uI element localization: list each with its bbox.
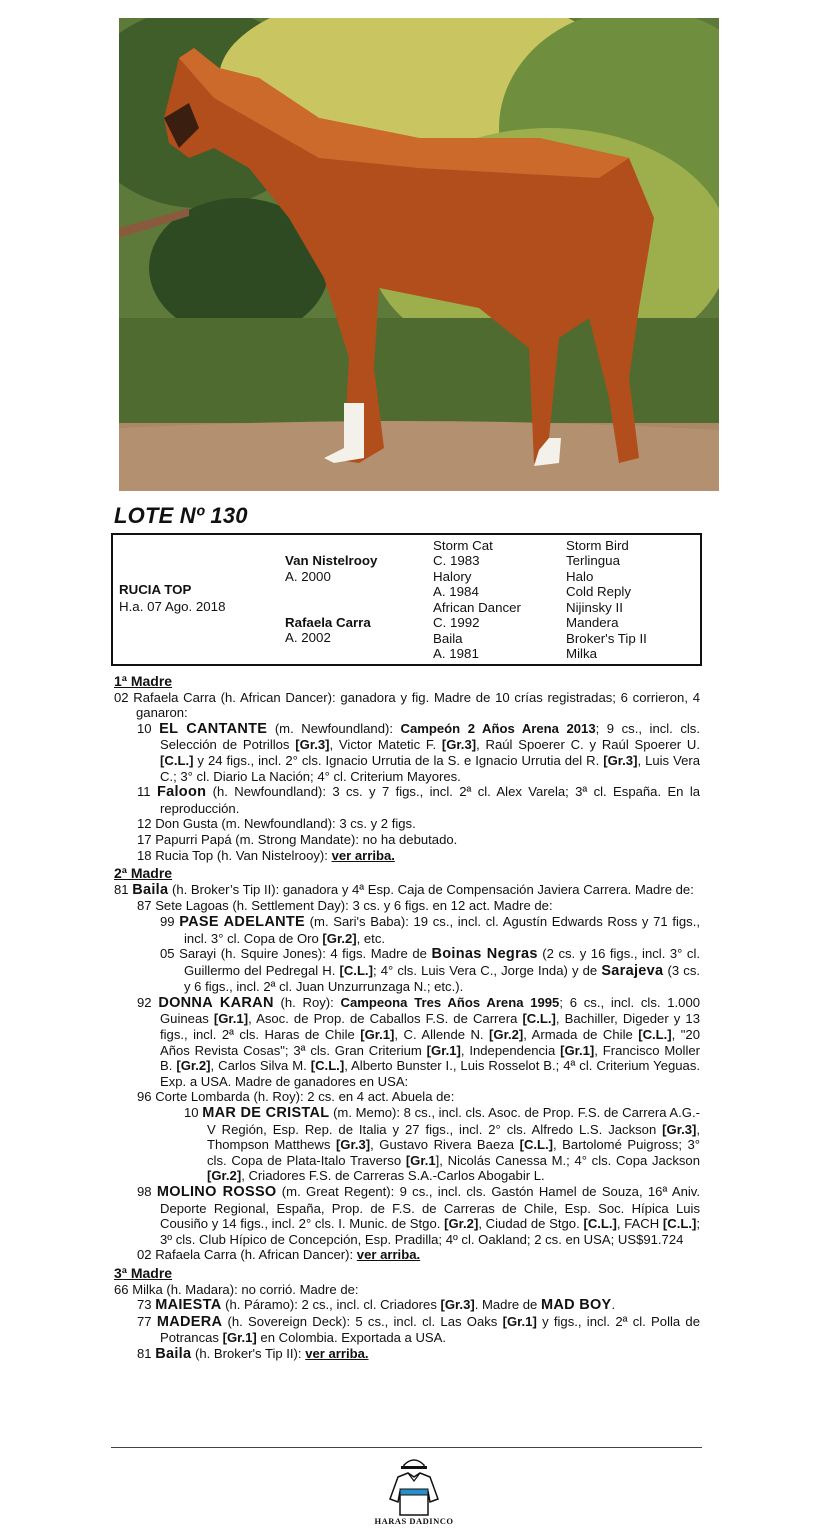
gp1-name: Storm Cat: [433, 538, 493, 553]
dam-entry: 81 Baila (h. Broker’s Tip II): ganadora y 4ª Esp. Caja de Compensación Javiera Carrera. Madre de:: [114, 881, 694, 898]
dam-name: Rafaela Carra: [285, 615, 371, 630]
produce-entry: 77 MADERA (h. Sovereign Deck): 5 cs., incl. cl. Las Oaks [Gr.1] y figs., incl. 2ª cl. Polla de Potrancas [Gr.1] en Colombia. Exportada a USA.: [137, 1313, 700, 1346]
pedigree-table: [111, 533, 702, 666]
footer-divider: [111, 1447, 702, 1448]
produce-entry: 17 Papurri Papá (m. Strong Mandate): no ha debutado.: [137, 831, 458, 847]
ggp-name: Milka: [566, 646, 598, 661]
ggp-name: Broker's Tip II: [566, 631, 647, 646]
sire-name: Van Nistelrooy: [285, 553, 378, 568]
ggp-name: Terlingua: [566, 553, 620, 568]
produce-entry: 92 DONNA KARAN (h. Roy): Campeona Tres Años Arena 1995; 6 cs., incl. cls. 1.000 Guineas [Gr.1], Asoc. de Prop. de Caballos F.S. de Carrera [C.L.], Bachiller, Digeder y 13 figs., incl. 2ª cls. Haras de Chile [Gr.1], C. Allende N. [Gr.2], Armada de Chile [C.L.], "20 Años Revista Cosas"; 3ª cls. Gran Criterium [Gr.1], Independencia [Gr.1], Francisco Moller B. [Gr.2], Carlos Silva M. [C.L.], Alberto Bunster I., Luis Rosselot B.; 4ª cl. Criterium Yeguas. Exp. a USA. Madre de ganadores en USA:: [137, 994, 701, 1089]
ggp-name: Nijinsky II: [566, 600, 623, 615]
horse-photo: [119, 18, 719, 491]
ggp-name: Cold Reply: [566, 584, 632, 599]
catalog-body: [114, 671, 700, 1363]
dam-entry: 66 Milka (h. Madara): no corrió. Madre de:: [114, 1281, 359, 1297]
gp2-year: A. 1984: [433, 584, 479, 599]
produce-entry: 12 Don Gusta (m. Newfoundland): 3 cs. y 2 figs.: [137, 816, 416, 832]
produce-entry: 10 EL CANTANTE (m. Newfoundland): Campeón 2 Años Arena 2013; 9 cs., incl. cls. Selección de Potrillos [Gr.3], Victor Matetic F. [Gr.3], Raúl Spoerer C. y Raúl Spoerer U. [C.L.] y 24 figs., incl. 2° cls. Ignacio Urrutia de la S. e Ignacio Urrutia del R. [Gr.3], Luis Vera C.; 3° cl. Diario La Nación; 4° cl. Criterium Mayores.: [137, 720, 700, 784]
sire-year: A. 2000: [285, 569, 331, 584]
produce-entry: 02 Rafaela Carra (h. African Dancer): ver arriba.: [137, 1247, 421, 1263]
gp2-name: Halory: [433, 569, 472, 584]
gp1-year: C. 1983: [433, 553, 480, 568]
produce-entry: 81 Baila (h. Broker's Tip II): ver arriba.: [137, 1345, 369, 1362]
third-dam-heading: 3ª Madre: [114, 1264, 173, 1281]
logo-text: HARAS DADINCO: [374, 1516, 454, 1526]
ggp-name: Halo: [566, 569, 594, 584]
second-dam-heading: 2ª Madre: [114, 865, 173, 882]
lot-title: LOTE Nº 130: [114, 503, 248, 528]
produce-entry: 05 Sarayi (h. Squire Jones): 4 figs. Madre de Boinas Negras (2 cs. y 16 figs., incl. 3° cl. Guillermo del Pedregal H. [C.L.]; 4° cls. Luis Vera C., Jorge Inda) y de Sarajeva (3 cs. y 6 figs., incl. 2ª cl. Juan Unzurrunzaga N.; etc.).: [160, 946, 700, 995]
horse-name: RUCIA TOP: [119, 582, 192, 597]
dam-entry: 02 Rafaela Carra (h. African Dancer): ganadora y fig. Madre de 10 crías registradas; 6 corrieron, 4 ganaron:: [114, 689, 700, 721]
produce-entry: 73 MAIESTA (h. Páramo): 2 cs., incl. cl. Criadores [Gr.3]. Madre de MAD BOY.: [137, 1297, 616, 1314]
gp3-name: African Dancer: [433, 600, 521, 615]
gp3-year: C. 1992: [433, 615, 480, 630]
gp4-name: Baila: [433, 631, 463, 646]
produce-entry: 18 Rucia Top (h. Van Nistelrooy): ver arriba.: [137, 847, 395, 863]
horse-info: H.a. 07 Ago. 2018: [119, 599, 226, 614]
gp4-year: A. 1981: [433, 646, 479, 661]
first-dam-heading: 1ª Madre: [114, 673, 173, 689]
produce-entry: 99 PASE ADELANTE (m. Sari's Baba): 19 cs., incl. cl. Agustín Edwards Ross y 71 figs., incl. 3° cl. Copa de Oro [Gr.2], etc.: [160, 913, 701, 946]
produce-entry: 10 MAR DE CRISTAL (m. Memo): 8 cs., incl. cls. Asoc. de Prop. F.S. de Carrera A.G.-V Región, Esp. Rep. de Italia y 27 figs., incl. 2° cls. Alfredo L.S. Jackson [Gr.3], Thompson Matthews [Gr.3], Gustavo Rivera Baeza [C.L.], Bartolomé Puigross; 3° cls. Copa de Plata-Italo Traverso [Gr.1], Nicolás Canessa M.; 4° cls. Copa Jackson [Gr.2], Criadores F.S. de Carreras S.A.-Carlos Abogabir L.: [184, 1105, 700, 1184]
ggp-name: Mandera: [566, 615, 619, 630]
produce-entry: 98 MOLINO ROSSO (m. Great Regent): 9 cs., incl. cls. Gastón Hamel de Souza, 16ª Aniv. Deporte Regional, España, Prop. de F.S. de Carreras de Chile, Esp. Soc. Hípica Luis Cousiño y 14 figs., incl. 2° cls. I. Munic. de Stgo. [Gr.2], Ciudad de Stgo. [C.L.], FACH [C.L.]; 3º cls. Club Hípico de Concepción, Esp. Pradilla; 4º cl. Oakland; 2 cs. en USA; US$91.724: [137, 1184, 700, 1247]
produce-entry: 87 Sete Lagoas (h. Settlement Day): 3 cs. y 6 figs. en 12 act. Madre de:: [137, 898, 553, 914]
dam-year: A. 2002: [285, 630, 331, 645]
produce-entry: 11 Faloon (h. Newfoundland): 3 cs. y 7 figs., incl. 2ª cl. Alex Varela; 3ª cl. España. En la reproducción.: [137, 784, 701, 816]
produce-entry: 96 Corte Lombarda (h. Roy): 2 cs. en 4 act. Abuela de:: [137, 1089, 455, 1105]
ggp-name: Storm Bird: [566, 538, 629, 553]
